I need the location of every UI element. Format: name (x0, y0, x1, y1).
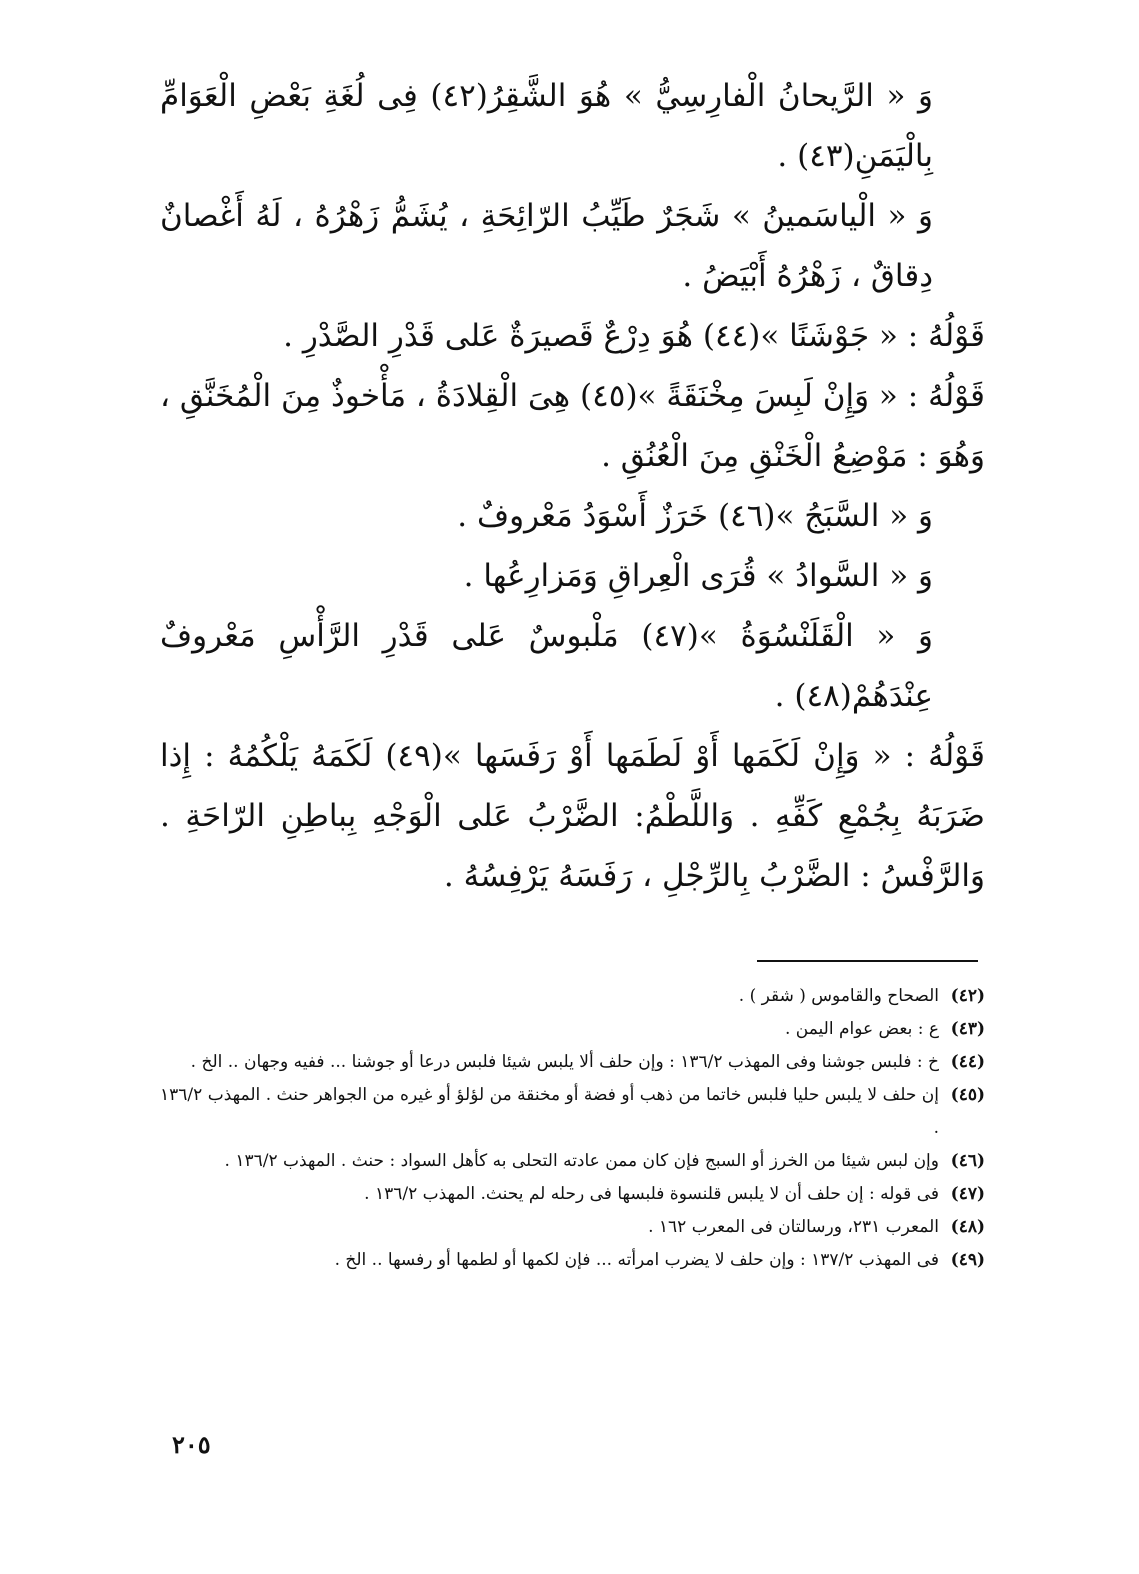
footnote-item (160, 980, 985, 1013)
paragraph-qalansuwa: وَ « الْقَلَنْسُوَةُ »(٤٧) مَلْبوسٌ عَلى قَدْرِ الرَّأْسِ مَعْروفٌ عِنْدَهُمْ(٤٨) . (160, 618, 933, 714)
footnote-text: فى قوله : إن حلف أن لا يلبس قلنسوة فلبسها فى رحله لم يحنث. المهذب ١٣٦/٢ . (364, 1184, 939, 1204)
footnote-item (160, 1211, 985, 1244)
footnote-item (160, 1145, 985, 1178)
footnote-item (160, 1046, 985, 1079)
footnote-number: (٤٢) (950, 986, 985, 1006)
paragraph-lakm: قَوْلُهُ : « وَإِنْ لَكَمَها أَوْ لَطَمَها أَوْ رَفَسَها »(٤٩) لَكَمَهُ يَلْكُمُهُ : إِذا ضَرَبَهُ بِجُمْعِ كَفِّهِ . وَاللَّطْمُ: الضَّرْبُ عَلى الْوَجْهِ بِباطِنِ الرّاحَةِ . وَالرَّفْسُ : الضَّرْبُ بِالرِّجْلِ ، رَفَسَهُ يَرْفِسُهُ . (160, 738, 985, 894)
paragraph-rayhan: وَ « الرَّيحانُ الْفارِسِيُّ » هُوَ الشَّقِرُ(٤٢) فِى لُغَةِ بَعْضِ الْعَوَامِّ بِالْيَمَنِ(٤٣) . (160, 78, 933, 174)
footnote-number: (٤٤) (950, 1052, 985, 1072)
footnote-number: (٤٨) (950, 1217, 985, 1237)
footnote-number: (٤٦) (950, 1151, 985, 1171)
footnote-number: (٤٩) (950, 1250, 985, 1270)
footnote-text: المعرب ٢٣١، ورسالتان فى المعرب ١٦٢ . (648, 1217, 939, 1237)
footnote-text: الصحاح والقاموس ( شقر ) . (738, 986, 939, 1006)
footnote-separator (757, 960, 978, 962)
footnote-number: (٤٥) (950, 1085, 985, 1105)
footnote-item (160, 1244, 985, 1277)
footnote-text: ع : بعض عوام اليمن . (784, 1019, 939, 1039)
paragraph-yasamin: وَ « الْياسَمينُ » شَجَرٌ طَيِّبُ الرّائِحَةِ ، يُشَمُّ زَهْرُهُ ، لَهُ أَغْصانٌ دِقاقٌ ، زَهْرُهُ أَبْيَضُ . (160, 198, 933, 294)
footnote-text: وإن لبس شيئا من الخرز أو السبج فإن كان ممن عادته التحلى به كأهل السواد : حنث . المهذب ١٣٦/٢ . (224, 1151, 939, 1171)
footnote-text: إن حلف لا يلبس حليا فلبس خاتما من ذهب أو فضة أو مخنقة من لؤلؤ أو غيره من الجواهر حنث . المهذب ١٣٦/٢ . (160, 1085, 939, 1138)
footnote-number: (٤٧) (950, 1184, 985, 1204)
footnote-number: (٤٣) (950, 1019, 985, 1039)
footnote-item (160, 1079, 985, 1145)
main-text (160, 66, 985, 906)
paragraph-sawad: وَ « السَّوادُ » قُرَى الْعِراقِ وَمَزارِعُها . (463, 558, 933, 594)
footnote-text: فى المهذب ١٣٧/٢ : وإن حلف لا يضرب امرأته ... فإن لكمها أو لطمها أو رفسها .. الخ . (334, 1250, 939, 1270)
footnote-item (160, 1178, 985, 1211)
footnotes (160, 980, 985, 1277)
paragraph-sabaj: وَ « السَّبَجُ »(٤٦) خَرَزٌ أَسْوَدُ مَعْروفٌ . (457, 498, 933, 534)
footnote-item (160, 1013, 985, 1046)
paragraph-jawshan: قَوْلُهُ : « جَوْشَنًا »(٤٤) هُوَ دِرْعٌ قَصيرَةٌ عَلى قَدْرِ الصَّدْرِ . (283, 318, 985, 354)
paragraph-mikhnaqa: قَوْلُهُ : « وَإِنْ لَبِسَ مِخْنَقَةً »(٤٥) هِىَ الْقِلادَةُ ، مَأْخوذٌ مِنَ الْمُخَنَّقِ ، وَهُوَ : مَوْضِعُ الْخَنْقِ مِنَ الْعُنُقِ . (160, 378, 985, 474)
footnote-text: خ : فلبس جوشنا وفى المهذب ١٣٦/٢ : وإن حلف ألا يلبس شيئا فلبس درعا أو جوشنا ... ففيه وجهان .. الخ . (190, 1052, 939, 1072)
page-number: ٢٠٥ (172, 1430, 211, 1459)
